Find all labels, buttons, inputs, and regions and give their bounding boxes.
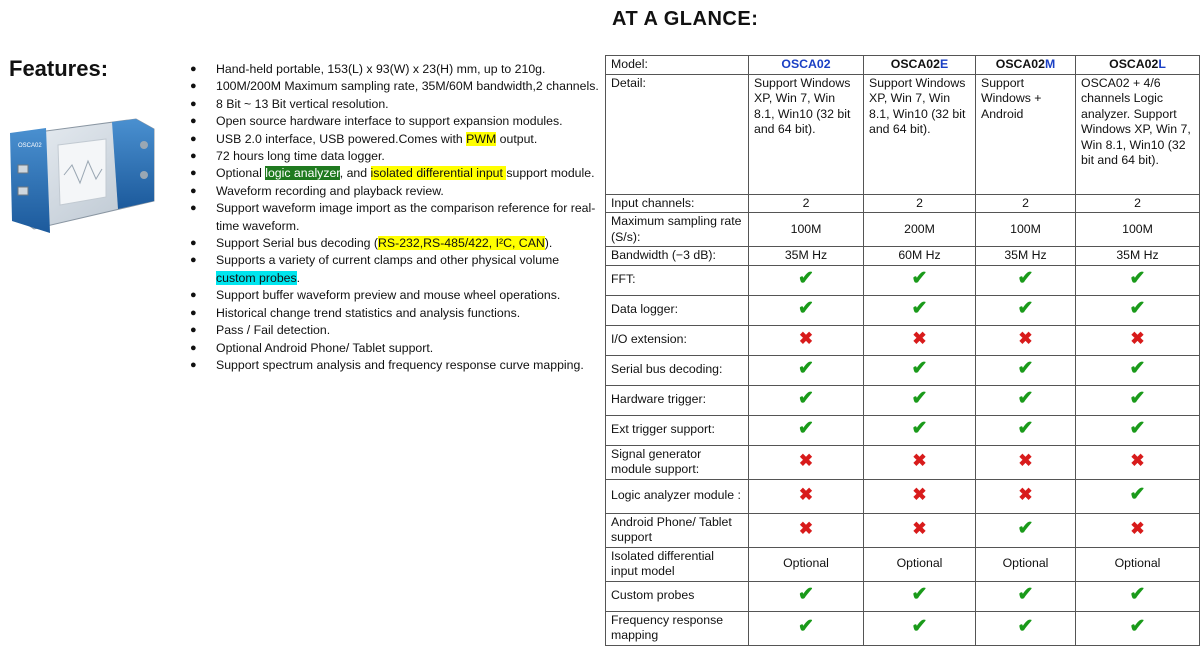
- spec-value: [749, 581, 864, 611]
- feature-item: ● Pass / Fail detection.: [190, 322, 602, 339]
- check-icon: ✔: [1129, 484, 1146, 506]
- feature-item: ● 100M/200M Maximum sampling rate, 35M/60M bandwidth,2 channels.: [190, 78, 602, 95]
- spec-value: [864, 415, 976, 445]
- spec-value: [864, 385, 976, 415]
- spec-value: [976, 415, 1076, 445]
- check-icon: ✔: [911, 616, 928, 638]
- spec-value: 100M: [976, 213, 1076, 247]
- spec-value: [749, 445, 864, 479]
- model-name: [1076, 56, 1200, 75]
- spec-label: Frequency response mapping: [606, 611, 749, 645]
- check-icon: ✔: [911, 268, 928, 290]
- spec-label: Serial bus decoding:: [606, 355, 749, 385]
- spec-row: [606, 513, 1200, 547]
- spec-value: [864, 513, 976, 547]
- check-icon: ✔: [798, 298, 814, 320]
- spec-value: [976, 581, 1076, 611]
- spec-value: [749, 265, 864, 295]
- spec-value: [749, 611, 864, 645]
- spec-row: [606, 479, 1200, 513]
- spec-label: FFT:: [606, 265, 749, 295]
- spec-row: [606, 445, 1200, 479]
- spec-value: [976, 479, 1076, 513]
- spec-value: [864, 295, 976, 325]
- spec-value: [1076, 325, 1200, 355]
- cross-icon: ✖: [1130, 329, 1145, 349]
- feature-item: ● Support spectrum analysis and frequency response curve mapping.: [190, 357, 602, 374]
- check-icon: ✔: [1129, 298, 1146, 320]
- spec-value: 2: [864, 194, 976, 213]
- feature-item: ● 72 hours long time data logger.: [190, 148, 602, 165]
- spec-label: Custom probes: [606, 581, 749, 611]
- highlight-green: logic analyzer: [265, 166, 340, 181]
- spec-value: [749, 295, 864, 325]
- spec-value: [1076, 355, 1200, 385]
- spec-row: [606, 415, 1200, 445]
- spec-value: 100M: [749, 213, 864, 247]
- spec-value: [864, 265, 976, 295]
- model-detail: Support Windows XP, Win 7, Win 8.1, Win10 (32 bit and 64 bit).: [749, 74, 864, 194]
- check-icon: ✔: [1017, 358, 1034, 380]
- cross-icon: ✖: [912, 451, 927, 471]
- spec-value: Optional: [749, 547, 864, 581]
- cross-icon: ✖: [798, 451, 814, 471]
- check-icon: ✔: [1129, 418, 1146, 440]
- check-icon: ✔: [1129, 388, 1146, 410]
- spec-value: [1076, 265, 1200, 295]
- spec-value: [749, 415, 864, 445]
- feature-item: ● Open source hardware interface to support expansion modules.: [190, 113, 602, 130]
- spec-value: [1076, 581, 1200, 611]
- check-icon: ✔: [1129, 584, 1146, 606]
- spec-value: [864, 355, 976, 385]
- features-title: Features:: [9, 56, 109, 81]
- feature-item: ● Waveform recording and playback review.: [190, 183, 602, 200]
- spec-label: Bandwidth (−3 dB):: [606, 247, 749, 266]
- highlight-yellow: PWM: [466, 131, 497, 146]
- device-brand: OSCA02: [18, 143, 42, 149]
- spec-value: 100M: [1076, 213, 1200, 247]
- check-icon: ✔: [1017, 268, 1034, 290]
- model-base: OSCA02: [890, 57, 940, 71]
- spec-value: [976, 295, 1076, 325]
- check-icon: ✔: [1017, 388, 1034, 410]
- spec-row: [606, 355, 1200, 385]
- feature-item: ● Optional Android Phone/ Tablet support.: [190, 340, 602, 357]
- check-icon: ✔: [1017, 298, 1034, 320]
- spec-value: 2: [976, 194, 1076, 213]
- spec-row: [606, 547, 1200, 581]
- spec-value: [976, 355, 1076, 385]
- model-suffix: L: [1158, 57, 1166, 71]
- feature-item: ● Support waveform image import as the comparison reference for real-time waveform.: [190, 200, 602, 235]
- spec-label: I/O extension:: [606, 325, 749, 355]
- feature-item: ● USB 2.0 interface, USB powered.Comes with PWM output.: [190, 131, 602, 148]
- spec-value: [864, 445, 976, 479]
- detail-label: Detail:: [606, 74, 749, 194]
- feature-item: ● Supports a variety of current clamps and other physical volume custom probes.: [190, 252, 602, 287]
- spec-label: Signal generator module support:: [606, 445, 749, 479]
- spec-value: 2: [1076, 194, 1200, 213]
- model-header-row: [606, 56, 1200, 75]
- check-icon: ✔: [798, 268, 814, 290]
- spec-value: [976, 611, 1076, 645]
- spec-row: [606, 247, 1200, 266]
- spec-value: 200M: [864, 213, 976, 247]
- oscilloscope-device-icon: [6, 105, 158, 245]
- model-detail: Support Windows XP, Win 7, Win 8.1, Win10 (32 bit and 64 bit).: [864, 74, 976, 194]
- glance-title: AT A GLANCE:: [612, 8, 759, 30]
- check-icon: ✔: [798, 358, 814, 380]
- product-image: [6, 105, 158, 245]
- spec-value: [1076, 415, 1200, 445]
- check-icon: ✔: [1129, 268, 1146, 290]
- cross-icon: ✖: [1130, 519, 1145, 539]
- cross-icon: ✖: [798, 519, 814, 539]
- cross-icon: ✖: [798, 485, 814, 505]
- spec-row: [606, 213, 1200, 247]
- model-base: OSCA02: [995, 57, 1045, 71]
- spec-value: [864, 581, 976, 611]
- features-list: [190, 61, 602, 374]
- check-icon: ✔: [911, 584, 928, 606]
- spec-value: [1076, 611, 1200, 645]
- spec-row: [606, 611, 1200, 645]
- cross-icon: ✖: [798, 329, 814, 349]
- spec-value: 35M Hz: [976, 247, 1076, 266]
- spec-value: [976, 385, 1076, 415]
- spec-label: Hardware trigger:: [606, 385, 749, 415]
- check-icon: ✔: [1129, 616, 1146, 638]
- spec-value: [976, 513, 1076, 547]
- check-icon: ✔: [798, 584, 814, 606]
- model-detail: OSCA02 + 4/6 channels Logic analyzer. Support Windows XP, Win 7, Win 8.1, Win10 (32 bit and 64 bit).: [1076, 74, 1200, 194]
- spec-row: [606, 265, 1200, 295]
- check-icon: ✔: [798, 388, 814, 410]
- spec-label: Maximum sampling rate (S/s):: [606, 213, 749, 247]
- check-icon: ✔: [911, 358, 928, 380]
- cross-icon: ✖: [912, 329, 927, 349]
- model-name: [864, 56, 976, 75]
- feature-item: ● Historical change trend statistics and analysis functions.: [190, 305, 602, 322]
- check-icon: ✔: [1129, 358, 1146, 380]
- check-icon: ✔: [911, 418, 928, 440]
- spec-value: 2: [749, 194, 864, 213]
- spec-row: [606, 295, 1200, 325]
- spec-value: 60M Hz: [864, 247, 976, 266]
- model-label: Model:: [606, 56, 749, 75]
- model-base: OSCA02: [1109, 57, 1159, 71]
- spec-value: [1076, 479, 1200, 513]
- spec-value: [749, 355, 864, 385]
- cross-icon: ✖: [912, 485, 927, 505]
- spec-value: [749, 513, 864, 547]
- model-name: [976, 56, 1076, 75]
- spec-value: [976, 445, 1076, 479]
- detail-row: [606, 74, 1200, 194]
- spec-value: [976, 325, 1076, 355]
- check-icon: ✔: [1017, 418, 1034, 440]
- feature-item: ● Optional logic analyzer, and isolated differential input support module.: [190, 165, 602, 182]
- spec-value: [749, 479, 864, 513]
- check-icon: ✔: [1017, 616, 1034, 638]
- model-name: [749, 56, 864, 75]
- comparison-table: [605, 55, 1200, 646]
- spec-value: Optional: [976, 547, 1076, 581]
- cross-icon: ✖: [1018, 451, 1033, 471]
- spec-row: [606, 194, 1200, 213]
- check-icon: ✔: [911, 388, 928, 410]
- highlight-yellow: isolated differential input: [370, 166, 507, 181]
- feature-item: ● Hand-held portable, 153(L) x 93(W) x 23(H) mm, up to 210g.: [190, 61, 602, 78]
- spec-value: [749, 325, 864, 355]
- spec-row: [606, 581, 1200, 611]
- feature-item: ● 8 Bit ~ 13 Bit vertical resolution.: [190, 96, 602, 113]
- spec-row: [606, 385, 1200, 415]
- spec-label: Android Phone/ Tablet support: [606, 513, 749, 547]
- spec-value: 35M Hz: [749, 247, 864, 266]
- spec-value: [976, 265, 1076, 295]
- check-icon: ✔: [911, 298, 928, 320]
- spec-label: Isolated differential input model: [606, 547, 749, 581]
- spec-value: Optional: [1076, 547, 1200, 581]
- spec-label: Logic analyzer module :: [606, 479, 749, 513]
- spec-value: [1076, 445, 1200, 479]
- check-icon: ✔: [798, 418, 814, 440]
- spec-value: Optional: [864, 547, 976, 581]
- check-icon: ✔: [798, 616, 814, 638]
- highlight-cyan: custom probes: [216, 270, 297, 285]
- cross-icon: ✖: [912, 519, 927, 539]
- spec-value: [1076, 513, 1200, 547]
- feature-item: ● Support Serial bus decoding (RS-232,RS-485/422, I²C, CAN).: [190, 235, 602, 252]
- cross-icon: ✖: [1018, 485, 1033, 505]
- model-detail: Support Windows + Android: [976, 74, 1076, 194]
- spec-label: Input channels:: [606, 194, 749, 213]
- spec-row: [606, 325, 1200, 355]
- model-suffix: E: [940, 57, 949, 71]
- spec-value: [864, 611, 976, 645]
- model-base: OSCA02: [781, 57, 831, 71]
- spec-value: [864, 325, 976, 355]
- check-icon: ✔: [1017, 518, 1034, 540]
- check-icon: ✔: [1017, 584, 1034, 606]
- cross-icon: ✖: [1130, 451, 1145, 471]
- spec-label: Data logger:: [606, 295, 749, 325]
- spec-value: [864, 479, 976, 513]
- spec-value: [1076, 295, 1200, 325]
- spec-label: Ext trigger support:: [606, 415, 749, 445]
- highlight-yellow: RS-232,RS-485/422, I²C, CAN: [378, 236, 545, 251]
- cross-icon: ✖: [1018, 329, 1033, 349]
- spec-value: 35M Hz: [1076, 247, 1200, 266]
- spec-value: [1076, 385, 1200, 415]
- spec-value: [749, 385, 864, 415]
- feature-item: ● Support buffer waveform preview and mouse wheel operations.: [190, 287, 602, 304]
- model-suffix: M: [1044, 57, 1056, 71]
